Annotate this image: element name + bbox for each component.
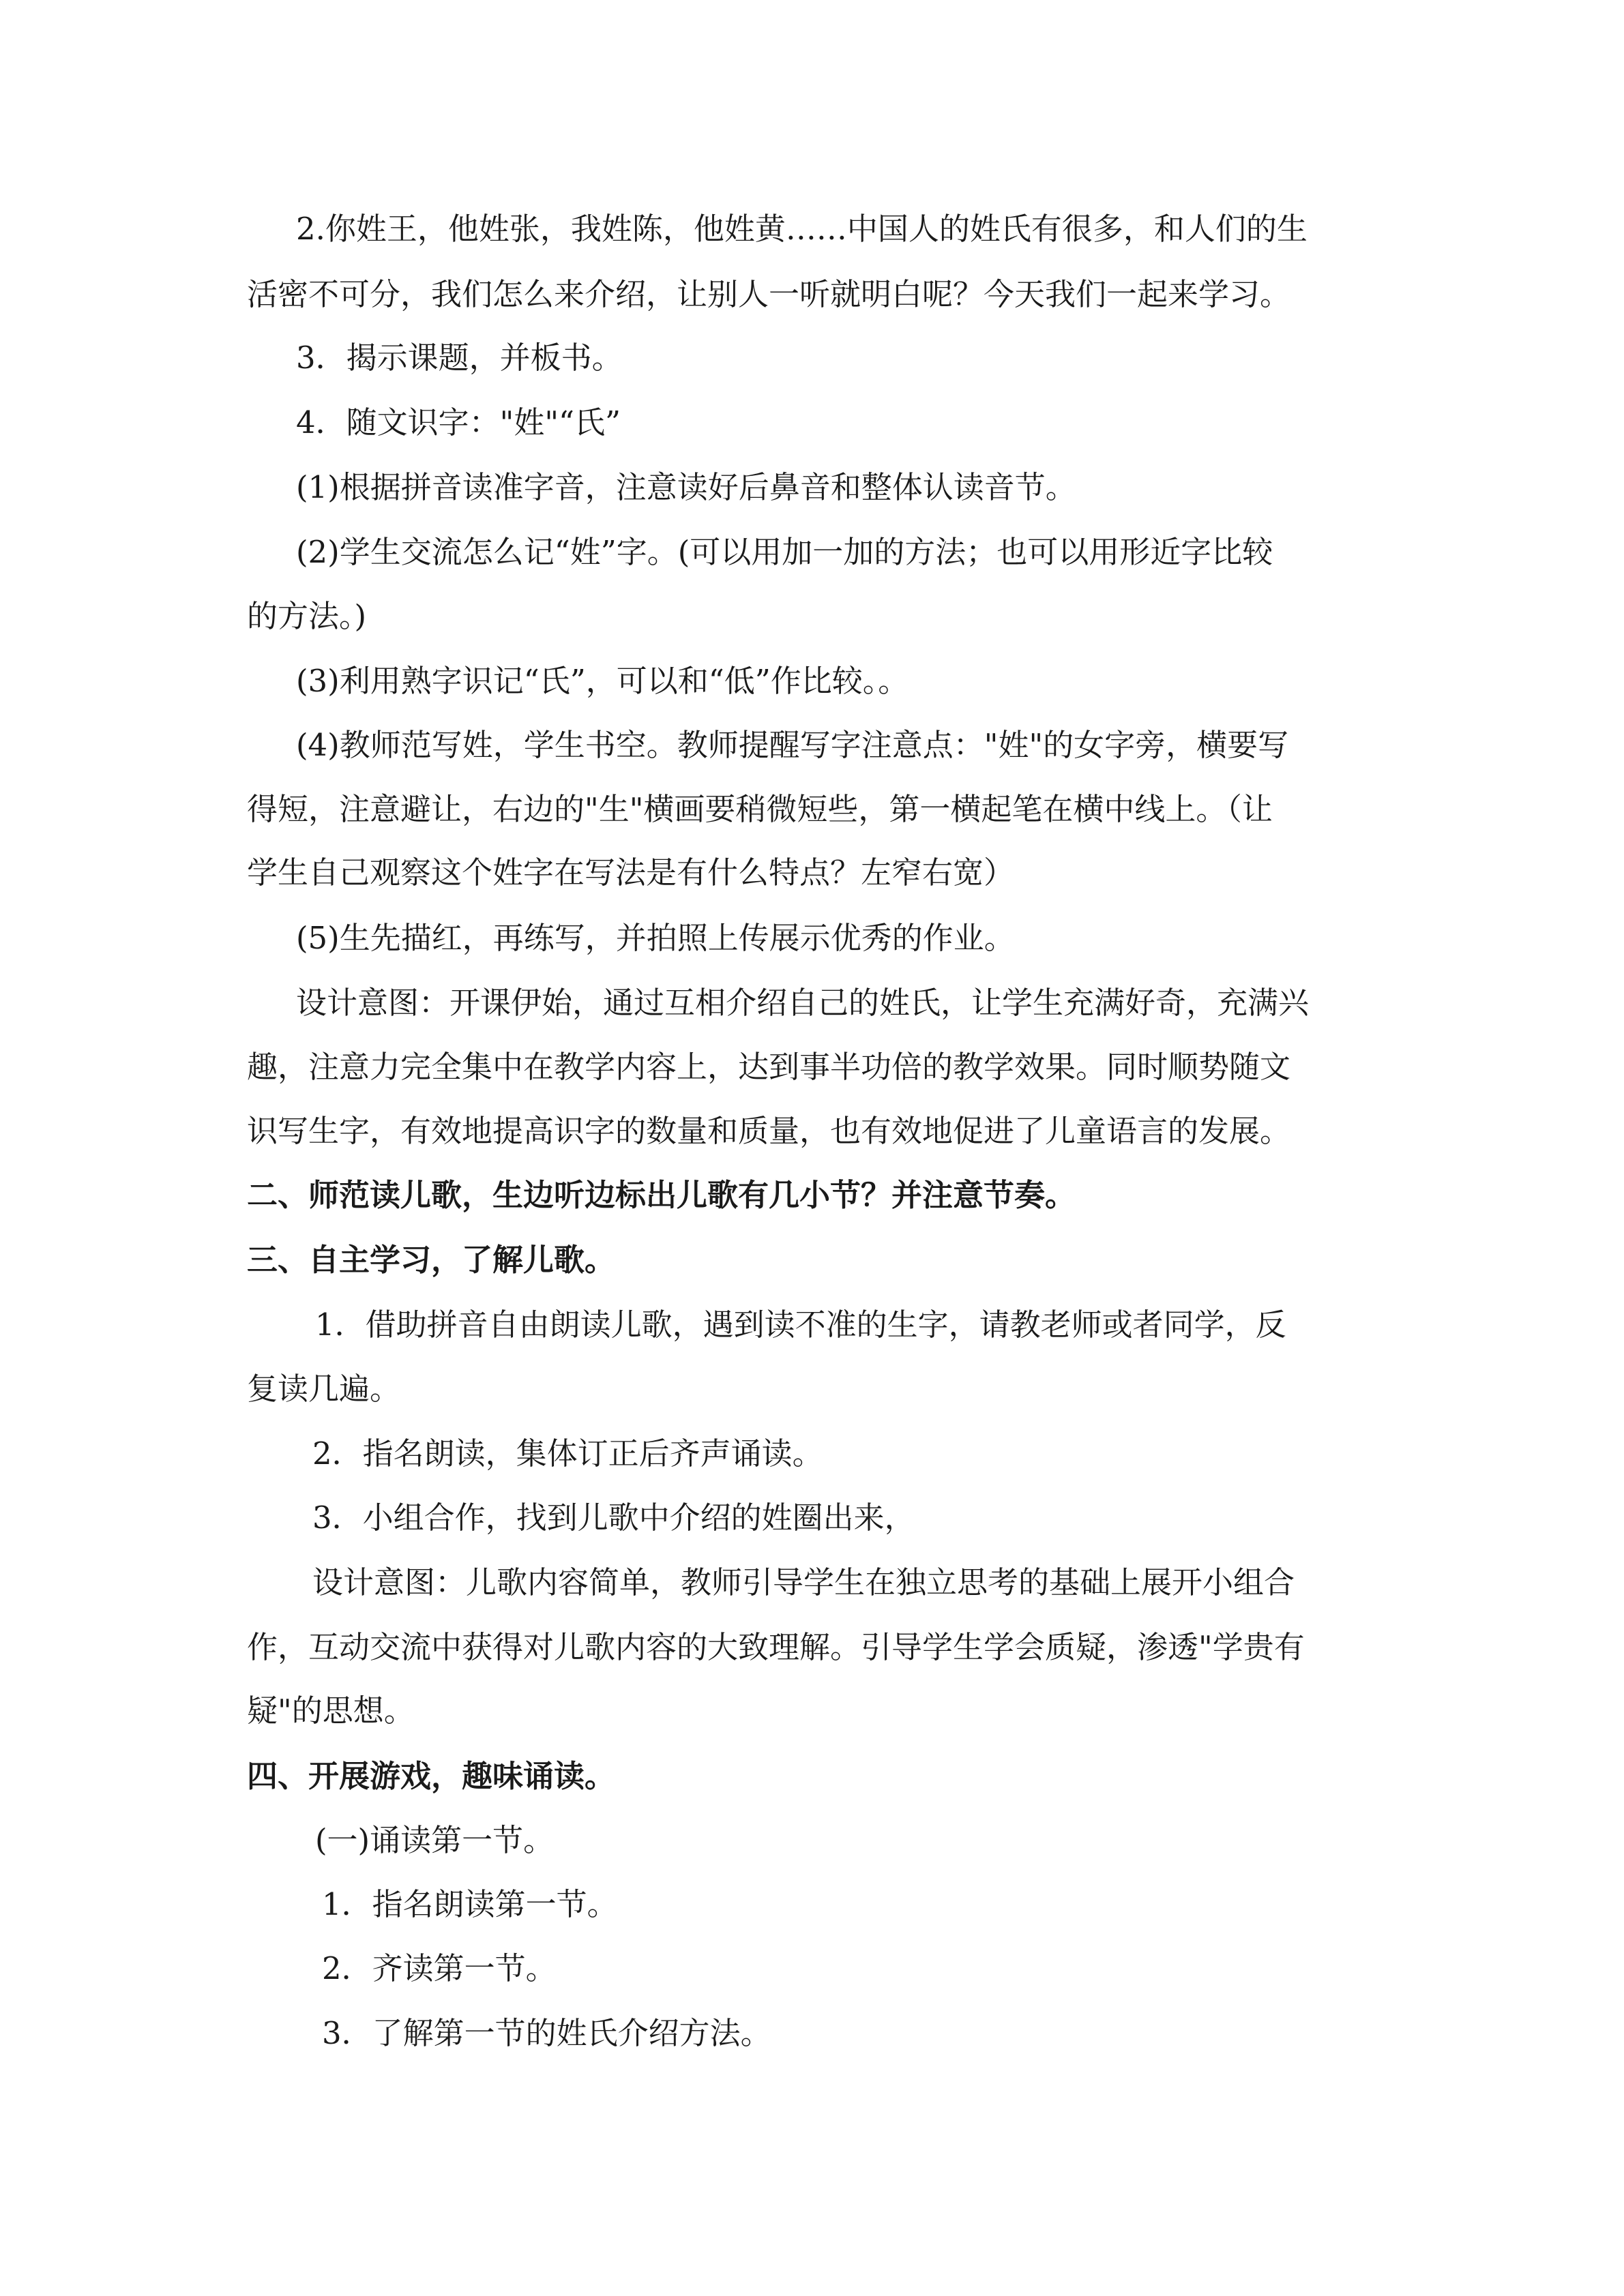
subsection-heading: (一)诵读第一节。 — [315, 1822, 555, 1858]
section-heading: 三、自主学习，了解儿歌。 — [247, 1242, 616, 1278]
list-item: 1．指名朗读第一节。 — [322, 1886, 618, 1922]
paragraph-line: 作，互动交流中获得对儿歌内容的大致理解。引导学生学会质疑，渗透"学贵有 — [247, 1629, 1305, 1665]
paragraph-line: 学生自己观察这个姓字在写法是有什么特点？左窄右宽） — [247, 854, 1015, 891]
list-item: 3．小组合作，找到儿歌中介绍的姓圈出来， — [312, 1500, 915, 1536]
paragraph-line: 设计意图：开课伊始，通过互相介绍自己的姓氏，让学生充满好奇，充满兴 — [296, 985, 1310, 1021]
section-heading: 二、师范读儿歌，生边听边标出儿歌有几小节？并注意节奏。 — [247, 1177, 1076, 1213]
paragraph-line: 的方法。) — [247, 598, 367, 634]
list-item: 1．借助拼音自由朗读儿歌，遇到读不准的生字，请教老师或者同学，反 — [315, 1307, 1286, 1343]
list-item: (1)根据拼音读准字音，注意读好后鼻音和整体认读音节。 — [296, 469, 1076, 505]
paragraph-line: 得短，注意避让，右边的"生"横画要稍微短些，第一横起笔在横中线上。（让 — [247, 791, 1273, 827]
list-item: 3．了解第一节的姓氏介绍方法。 — [322, 2015, 771, 2051]
section-heading: 四、开展游戏，趣味诵读。 — [247, 1758, 616, 1794]
list-item: (4)教师范写姓，学生书空。教师提醒写字注意点："姓"的女字旁，横要写 — [296, 727, 1289, 763]
paragraph-line: 疑"的思想。 — [247, 1693, 415, 1729]
list-item: (2)学生交流怎么记“姓”字。(可以用加一加的方法；也可以用形近字比较 — [296, 534, 1273, 570]
list-item: 2．齐读第一节。 — [322, 1950, 557, 1986]
paragraph-line: 设计意图：儿歌内容简单，教师引导学生在独立思考的基础上展开小组合 — [312, 1564, 1295, 1600]
list-item: (5)生先描红，再练写，并拍照上传展示优秀的作业。 — [296, 920, 1015, 956]
paragraph-line: 趣，注意力完全集中在教学内容上，达到事半功倍的教学效果。同时顺势随文 — [247, 1049, 1291, 1085]
list-item: 4．随文识字："姓"“氏” — [296, 404, 621, 441]
list-item: (3)利用熟字识记“氏”，可以和“低”作比较。。 — [296, 663, 909, 699]
paragraph-line: 活密不可分，我们怎么来介绍，让别人一听就明白呢？今天我们一起来学习。 — [247, 276, 1291, 312]
list-item: 2．指名朗读，集体订正后齐声诵读。 — [312, 1435, 823, 1472]
list-item: 3．揭示课题，并板书。 — [296, 340, 623, 376]
paragraph-line: 识写生字，有效地提高识字的数量和质量，也有效地促进了儿童语言的发展。 — [247, 1113, 1291, 1149]
paragraph-line: 2.你姓王，他姓张，我姓陈，他姓黄……中国人的姓氏有很多，和人们的生 — [296, 211, 1308, 247]
paragraph-line: 复读几遍。 — [247, 1371, 401, 1407]
